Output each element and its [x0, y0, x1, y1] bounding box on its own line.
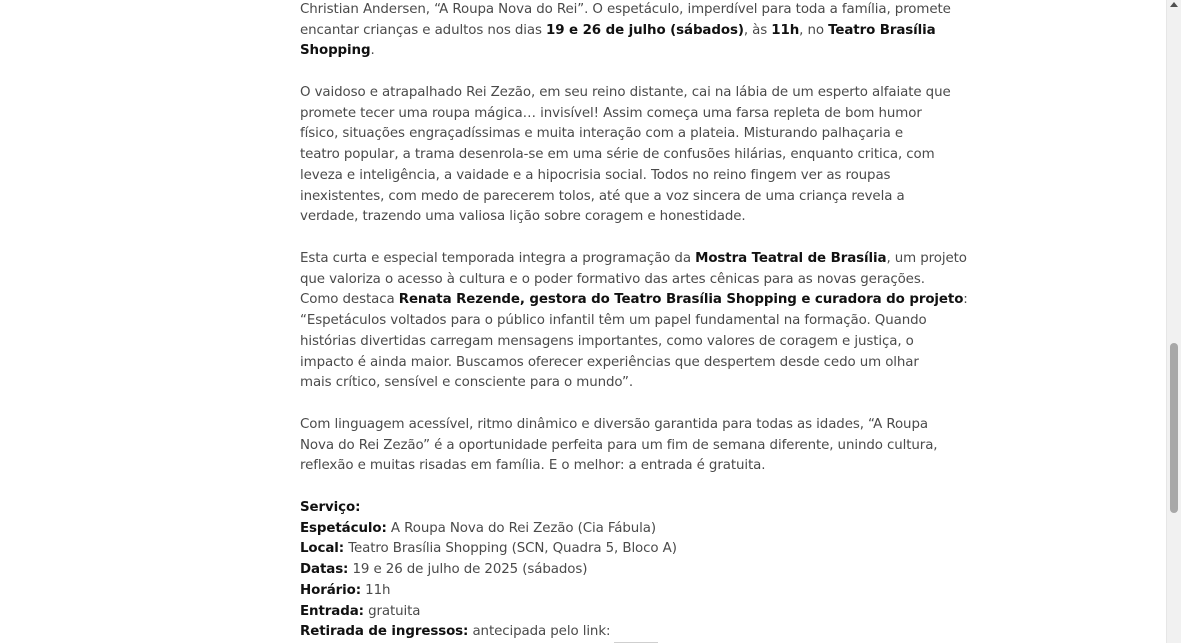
service-item-venue	[300, 539, 875, 560]
service-label: Retirada de ingressos:	[300, 624, 469, 640]
service-label: Horário:	[300, 582, 361, 598]
text-run: :	[963, 292, 968, 308]
service-value: antecipada pelo link:	[468, 624, 611, 640]
service-label: Entrada:	[300, 603, 364, 619]
text-line: leveza e inteligência, a vaidade e a hipocrisia social. Todos no reino fingem ver as roupas	[300, 167, 891, 183]
service-heading-label: Serviço:	[300, 500, 361, 515]
text-line: “Espetáculos voltados para o público infantil têm um papel fundamental na formação. Quando	[300, 313, 927, 329]
text-line: reflexão e muitas risadas em família. E o melhor: a entrada é gratuita.	[300, 458, 766, 474]
service-item-dates	[300, 560, 875, 581]
service-item-time	[300, 581, 875, 602]
text-line: teatro popular, a trama desenrola-se em uma série de confusões hilárias, enquanto critica, com	[300, 147, 935, 163]
paragraph-synopsis	[300, 83, 951, 228]
text-line	[300, 21, 936, 42]
service-value: A Roupa Nova do Rei Zezão (Cia Fábula)	[386, 520, 656, 536]
service-info	[300, 498, 875, 643]
text-run: , um projeto	[886, 251, 967, 266]
service-item-tickets	[300, 622, 875, 643]
venue-bold: Shopping	[300, 43, 371, 59]
text-run: , no	[799, 22, 829, 38]
text-run: , às	[743, 22, 772, 38]
text-line: Com linguagem acessível, ritmo dinâmico e diversão garantida para todas as idades, “A Roupa	[300, 417, 928, 432]
text-line: promete tecer uma roupa mágica… invisível! Assim começa uma farsa repleta de bom humor	[300, 105, 922, 121]
service-value: 11h	[361, 582, 391, 598]
text-line	[300, 290, 968, 311]
text-line: inexistentes, com medo de parecerem tolos, até que a voz sincera de uma criança revela a	[300, 188, 905, 204]
tickets-link[interactable]	[614, 640, 658, 643]
text-run: .	[370, 43, 375, 59]
text-run: Esta curta e especial temporada integra a programação da	[300, 251, 696, 266]
text-line: Nova do Rei Zezão” é a oportunidade perfeita para um fim de semana diferente, unindo cultura,	[300, 437, 938, 453]
text-line: O vaidoso e atrapalhado Rei Zezão, em seu reino distante, cai na lábia de um esperto alfaiate que	[300, 85, 951, 100]
speaker-bold: Renata Rezende, gestora do Teatro Brasília Shopping e curadora do projeto	[398, 292, 964, 308]
text-line: histórias divertidas carregam mensagens importantes, como valores de coragem e justiça, o	[300, 333, 914, 349]
service-label: Local:	[300, 541, 345, 557]
text-run: Como destaca	[300, 292, 399, 308]
venue-bold: Teatro Brasília	[828, 22, 936, 38]
scrollbar-thumb[interactable]	[1170, 343, 1178, 513]
scroll-up-arrow-icon[interactable]	[1170, 2, 1178, 7]
text-line: impacto é ainda maior. Buscamos oferecer experiências que despertem desde cedo um olhar	[300, 354, 919, 370]
text-line	[300, 0, 951, 21]
text-line	[300, 41, 875, 62]
text-line: que valoriza o acesso à cultura e o poder formativo das artes cênicas para as novas gerações.	[300, 271, 925, 287]
text-run: encantar crianças e adultos nos dias	[300, 22, 547, 38]
show-time-bold: 11h	[771, 22, 800, 38]
text-line: verdade, trazendo uma valiosa lição sobre coragem e honestidade.	[300, 209, 746, 225]
page-scrollbar[interactable]	[1166, 0, 1181, 643]
service-heading	[300, 498, 875, 519]
paragraph-quote	[300, 249, 968, 394]
paragraph-closing	[300, 415, 938, 477]
text-run: Christian Andersen, “A Roupa Nova do Rei”. O espetáculo, imperdível para toda a família, promete	[300, 2, 951, 17]
service-value: 19 e 26 de julho de 2025 (sábados)	[348, 562, 588, 578]
paragraph-intro	[300, 0, 951, 62]
project-name-bold: Mostra Teatral de Brasília	[695, 251, 887, 266]
service-item-entry	[300, 602, 875, 623]
service-label: Datas:	[300, 562, 349, 578]
show-dates-bold: 19 e 26 de julho (sábados)	[546, 22, 744, 38]
service-value: gratuita	[363, 603, 421, 619]
service-label: Espetáculo:	[300, 520, 387, 536]
text-line: físico, situações engraçadíssimas e muita interação com a plateia. Misturando palhaçaria e	[300, 126, 904, 142]
text-line: mais crítico, sensível e consciente para o mundo”.	[300, 375, 633, 391]
text-line	[300, 249, 967, 270]
service-value: Teatro Brasília Shopping (SCN, Quadra 5, Bloco A)	[344, 541, 677, 557]
service-item-show	[300, 519, 875, 540]
